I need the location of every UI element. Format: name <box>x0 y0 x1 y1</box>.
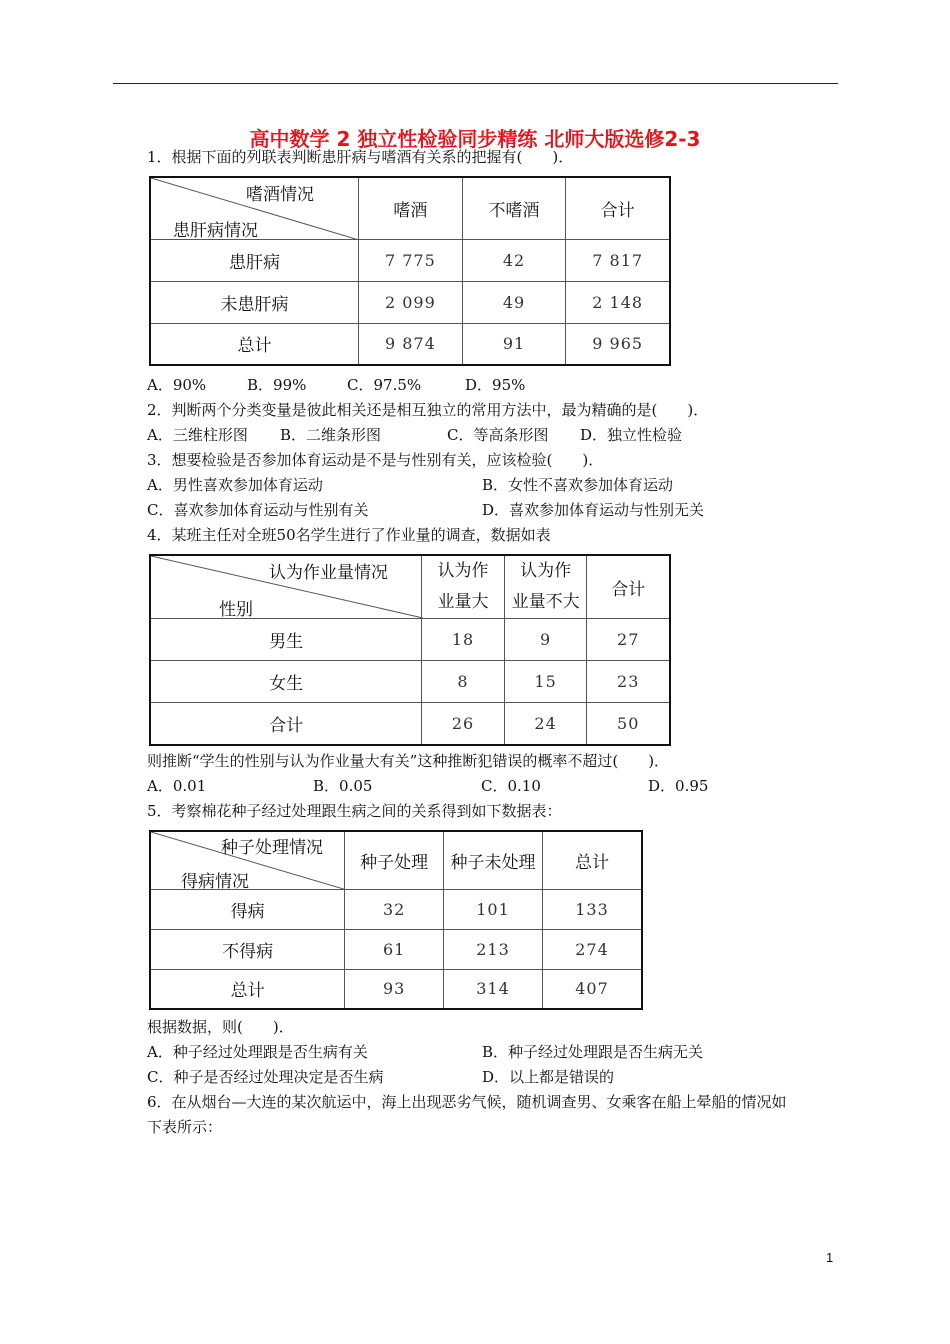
q5-diag-bottom-label: 得病情况 <box>181 872 249 892</box>
q4-col-header <box>422 555 505 619</box>
q1-cell: 7 775 <box>359 239 463 281</box>
q5-option-b: B．种子经过处理跟是否生病无关 <box>482 1043 704 1061</box>
q5-option-c: C．种子是否经过处理决定是否生病 <box>147 1068 384 1086</box>
table-row <box>150 703 670 745</box>
q3-option-a: A．男性喜欢参加体育运动 <box>147 476 323 494</box>
q5-option-a: A．种子经过处理跟是否生病有关 <box>147 1043 368 1061</box>
q1-diagonal-header-cell <box>150 177 359 239</box>
q4-cell: 23 <box>587 661 670 703</box>
q1-row-label: 总计 <box>150 323 359 365</box>
q1-cell: 9 874 <box>359 323 463 365</box>
q1-cell: 2 099 <box>359 281 463 323</box>
q1-option-d: D．95% <box>465 376 526 394</box>
q2-option-a: A．三维柱形图 <box>147 426 248 444</box>
table-row <box>150 661 670 703</box>
q5-cell: 314 <box>444 969 543 1009</box>
q1-option-b: B．99% <box>247 376 307 394</box>
q4-col-header-line: 业量不大 <box>511 592 580 612</box>
q5-cell: 274 <box>542 929 642 969</box>
q1-cell: 49 <box>462 281 566 323</box>
table-row <box>150 323 670 365</box>
q5-row-label: 总计 <box>150 969 345 1009</box>
q1-row-label: 患肝病 <box>150 239 359 281</box>
q4-diag-top-label: 认为作业量情况 <box>269 563 388 583</box>
q5-stem: 5．考察棉花种子经过处理跟生病之间的关系得到如下数据表： <box>147 802 562 820</box>
q5-diagonal-header-cell <box>150 831 345 892</box>
q4-col-header-line: 业量大 <box>437 592 489 612</box>
q1-option-c: C．97.5% <box>347 376 422 394</box>
q4-cell: 18 <box>422 619 505 661</box>
q4-cell: 15 <box>504 661 587 703</box>
q4-col-header: 合计 <box>587 555 670 619</box>
table-row <box>150 239 670 281</box>
q3-option-d: D．喜欢参加体育运动与性别无关 <box>482 501 705 519</box>
q1-col-header: 嗜酒 <box>359 177 463 239</box>
q4-cell: 26 <box>422 703 505 745</box>
q5-option-d: D．以上都是错误的 <box>482 1068 615 1086</box>
q1-diag-top-label: 嗜酒情况 <box>246 185 314 205</box>
q1-cell: 91 <box>462 323 566 365</box>
q5-cell: 93 <box>345 969 444 1009</box>
q4-option-b: B．0.05 <box>313 777 373 795</box>
q4-row-label: 女生 <box>150 661 422 703</box>
q5-row-label: 得病 <box>150 889 345 929</box>
q5-cell: 61 <box>345 929 444 969</box>
q4-option-a: A．0.01 <box>147 777 207 795</box>
q1-contingency-table <box>149 176 671 366</box>
table-row <box>150 929 642 969</box>
table-row <box>150 281 670 323</box>
table-row <box>150 889 642 929</box>
q5-followup: 根据数据，则( )． <box>147 1018 294 1036</box>
q1-cell: 9 965 <box>566 323 670 365</box>
q4-col-header-line: 认为作 <box>520 561 572 581</box>
q1-cell: 2 148 <box>566 281 670 323</box>
q6-stem-line1: 6．在从烟台—大连的某次航运中，海上出现恶劣气候，随机调查男、女乘客在船上晕船的情况如 <box>147 1093 787 1111</box>
q4-row-label: 男生 <box>150 619 422 661</box>
q5-col-header: 种子处理 <box>345 831 444 889</box>
q5-diag-top-label: 种子处理情况 <box>221 838 323 858</box>
page-number: 1 <box>826 1250 834 1265</box>
q5-col-header: 种子未处理 <box>444 831 543 889</box>
header-rule <box>113 83 838 84</box>
q4-diag-bottom-label: 性别 <box>219 600 253 620</box>
q2-option-b: B．二维条形图 <box>280 426 382 444</box>
q1-col-header: 合计 <box>566 177 670 239</box>
q5-cell: 133 <box>542 889 642 929</box>
table-row <box>150 969 642 1009</box>
q6-stem-line2: 下表所示： <box>147 1118 223 1136</box>
q4-cell: 50 <box>587 703 670 745</box>
q5-cell: 213 <box>444 929 543 969</box>
q1-col-header: 不嗜酒 <box>462 177 566 239</box>
q2-option-c: C．等高条形图 <box>447 426 549 444</box>
q4-cell: 24 <box>504 703 587 745</box>
q3-option-b: B．女性不喜欢参加体育运动 <box>482 476 674 494</box>
q4-col-header-line: 认为作 <box>437 561 489 581</box>
q4-cell: 27 <box>587 619 670 661</box>
q4-contingency-table <box>149 554 671 746</box>
q1-cell: 7 817 <box>566 239 670 281</box>
q1-stem: 1．根据下面的列联表判断患肝病与嗜酒有关系的把握有( )． <box>147 148 574 166</box>
q4-option-d: D．0.95 <box>648 777 709 795</box>
q5-contingency-table <box>149 830 643 1010</box>
q5-col-header: 总计 <box>542 831 642 889</box>
q5-cell: 407 <box>542 969 642 1009</box>
q2-stem: 2．判断两个分类变量是彼此相关还是相互独立的常用方法中，最为精确的是( )． <box>147 401 709 419</box>
q5-cell: 101 <box>444 889 543 929</box>
q4-row-label: 合计 <box>150 703 422 745</box>
q4-followup: 则推断“学生的性别与认为作业量大有关”这种推断犯错误的概率不超过( )． <box>147 752 670 770</box>
q4-col-header <box>504 555 587 619</box>
q1-option-a: A．90% <box>147 376 207 394</box>
q1-row-label: 未患肝病 <box>150 281 359 323</box>
q4-option-c: C．0.10 <box>481 777 541 795</box>
document-title: 高中数学 2 独立性检验同步精练 北师大版选修2-3 <box>249 127 701 151</box>
q1-diag-bottom-label: 患肝病情况 <box>173 221 258 241</box>
q4-cell: 9 <box>504 619 587 661</box>
q2-option-d: D．独立性检验 <box>580 426 683 444</box>
q3-stem: 3．想要检验是否参加体育运动是不是与性别有关，应该检验( )． <box>147 451 604 469</box>
q3-option-c: C．喜欢参加体育运动与性别有关 <box>147 501 369 519</box>
q5-cell: 32 <box>345 889 444 929</box>
q4-cell: 8 <box>422 661 505 703</box>
table-row <box>150 619 670 661</box>
q4-diagonal-header-cell <box>150 555 422 619</box>
q4-stem: 4．某班主任对全班50名学生进行了作业量的调查，数据如表 <box>147 526 551 544</box>
q5-row-label: 不得病 <box>150 929 345 969</box>
q1-cell: 42 <box>462 239 566 281</box>
